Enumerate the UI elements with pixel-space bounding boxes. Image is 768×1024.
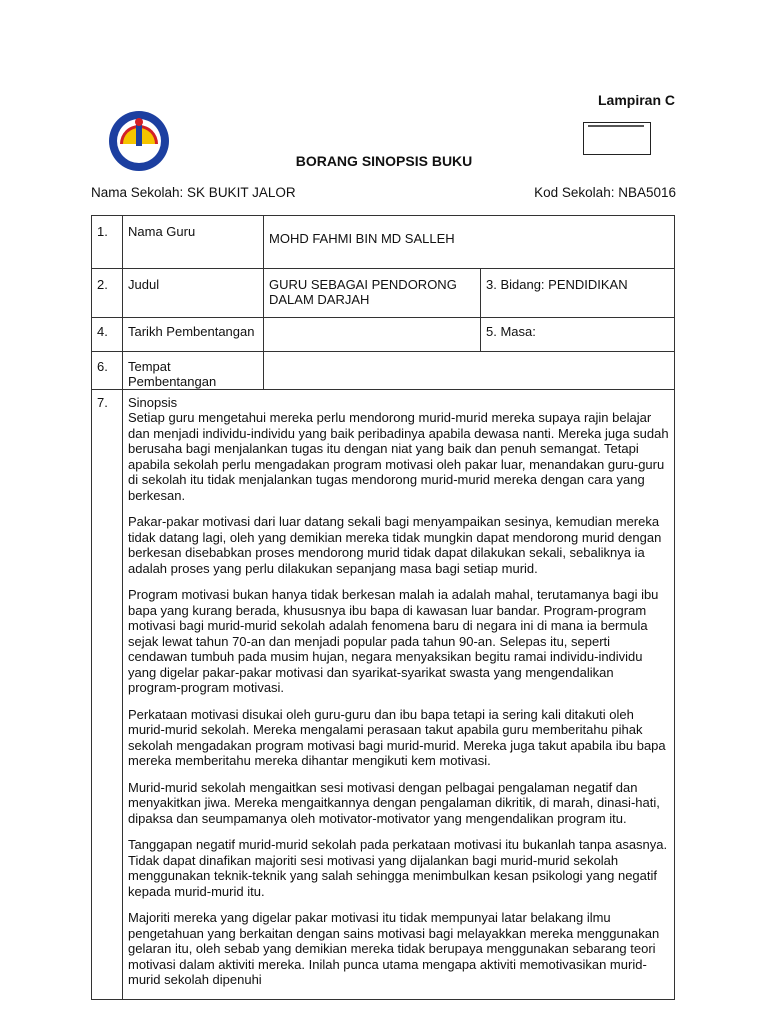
sinopsis-paragraph: Murid-murid sekolah mengaitkan sesi motivasi dengan pelbagai pengalaman negatif dan menyakitkan jiwa. Mereka mengaitkannya dengan pengalaman dikritik, di marah, dinasi-hati, dipaksa dan seumpamanya oleh motivator-motivator yang mengendalikan program itu. [128, 779, 660, 826]
sinopsis-paragraph: Pakar-pakar motivasi dari luar datang sekali bagi menyampaikan sesinya, kemudian mereka tidak datang lagi, oleh yang demikian mereka tidak mungkin dapat mendorong murid dengan berkesan disebabkan proses mendorong murid tidak dapat dilakukan sekali, sebaliknya ia adalah proses yang perlu dilakukan sepanjang masa bagi setiap murid. [128, 514, 662, 576]
tempat-value [264, 352, 675, 390]
lampiran-label: Lampiran C [598, 92, 676, 108]
tempat-label: Tempat Pembentangan [123, 352, 264, 390]
table-row [92, 216, 675, 269]
form-title: BORANG SINOPSIS BUKU [295, 153, 473, 169]
sinopsis-paragraph: Setiap guru mengetahui mereka perlu mendorong murid-murid mereka supaya rajin belajar dan menjadi individu-individu yang baik peribadinya apabila dewasa nanti. Mereka juga sudah berusaha bagi menjalankan tugas itu dengan niat yang baik dan penuh semangat. Tetapi apabila sekolah perlu mengadakan program motivasi oleh pakar luar, menandakan guru-guru di sekolah itu tidak menjalankan tugas mendorong murid-murid mereka dengan cara yang berkesan. [128, 410, 669, 503]
code-box [583, 122, 651, 155]
judul-value: GURU SEBAGAI PENDORONG DALAM DARJAH [264, 269, 481, 318]
nama-sekolah: Nama Sekolah: SK BUKIT JALOR [91, 185, 296, 200]
code-box-fine-print [588, 125, 644, 127]
sinopsis-body [128, 410, 669, 988]
sinopsis-label: Sinopsis [128, 395, 178, 410]
logo-torch [136, 124, 142, 146]
sinopsis-cell [123, 390, 675, 1000]
sinopsis-paragraph: Program motivasi bukan hanya tidak berkesan malah ia adalah mahal, terutamanya bagi ibu bapa yang kurang berada, khususnya ibu bapa di kawasan luar bandar. Program-program motivasi bagi murid-murid sekolah adalah fenomena baru di negara ini di mana ia bermula sejak lewat tahun 70-an dan menjadi popular pada tahun 90-an. Selepas itu, seperti cendawan tumbuh pada musim hujan, negara menyaksikan begitu ramai individu-individu yang digelar pakar-pakar motivasi dan syarikat-syarikat swasta yang mengendalikan program-program motivasi. [128, 587, 659, 695]
row-number: 1. [92, 216, 123, 269]
logo-flame [135, 118, 143, 126]
sinopsis-paragraph: Majoriti mereka yang digelar pakar motivasi itu tidak mempunyai latar belakang ilmu pengetahuan yang berkaitan dengan sains motivasi bagi melayakkan mereka menggunakan gelaran itu, oleh sebab yang demikian mereka tidak berupaya menggunakan sebarang teori motivasi dalam aktiviti mereka. Inilah punca utama mengapa aktiviti memotivasikan murid-murid sekolah dipenuhi [128, 910, 660, 987]
sinopsis-form-table [91, 215, 675, 1000]
judul-label: Judul [123, 269, 264, 318]
tarikh-value [264, 318, 481, 352]
nama-guru-label: Nama Guru [123, 216, 264, 269]
row-number: 6. [92, 352, 123, 390]
tarikh-label: Tarikh Pembentangan [123, 318, 264, 352]
row-number: 2. [92, 269, 123, 318]
kod-sekolah: Kod Sekolah: NBA5016 [534, 185, 676, 200]
sinopsis-paragraph: Tanggapan negatif murid-murid sekolah pada perkataan motivasi itu bukanlah tanpa asasnya. Tidak dapat dinafikan majoriti sesi motivasi yang dijalankan bagi murid-murid sekolah menggunakan teknik-teknik yang salah sehingga menimbulkan kesan psikologi yang negatif kepada murid-murid itu. [128, 837, 668, 899]
sinopsis-paragraph: Perkataan motivasi disukai oleh guru-guru dan ibu bapa tetapi ia sering kali ditakuti oleh murid-murid sekolah. Mereka mengalami perasaan takut apabila guru memberitahu pihak sekolah mengadakan program motivasi bagi murid-murid. Mereka juga takut apabila ibu bapa mereka memberitahu mereka dihantar mengikuti kem motivasi. [128, 706, 666, 768]
row-number: 7. [92, 390, 123, 1000]
masa-field: 5. Masa: [481, 318, 675, 352]
nama-guru-value: MOHD FAHMI BIN MD SALLEH [264, 216, 675, 269]
bidang-field: 3. Bidang: PENDIDIKAN [481, 269, 675, 318]
table-row [92, 269, 675, 318]
table-row [92, 390, 675, 1000]
row-number: 4. [92, 318, 123, 352]
table-row [92, 352, 675, 390]
table-row [92, 318, 675, 352]
